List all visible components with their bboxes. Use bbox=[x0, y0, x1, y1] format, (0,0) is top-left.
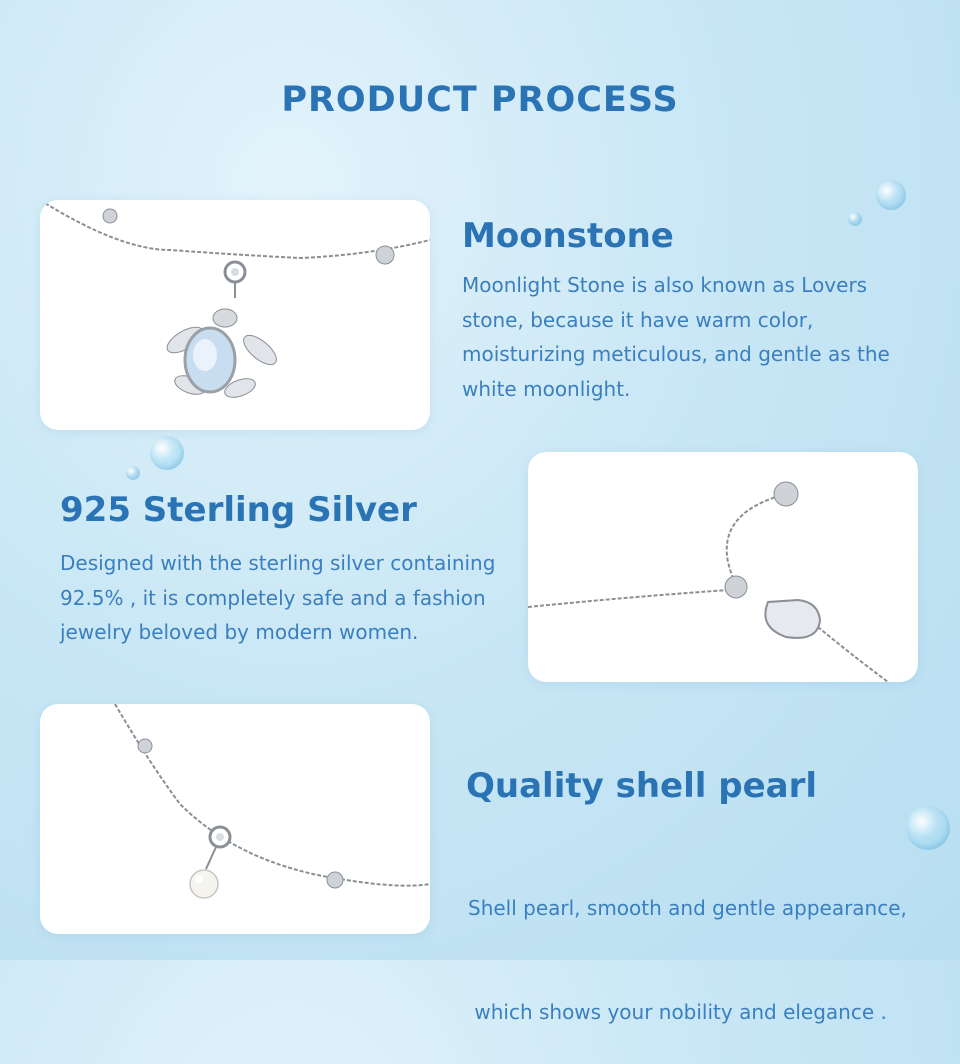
description-line: Designed with the sterling silver containing bbox=[60, 551, 496, 575]
shell-pearl-description bbox=[468, 822, 938, 1064]
bubble-decoration bbox=[150, 436, 184, 470]
description-line: which shows your nobility and elegance . bbox=[468, 999, 887, 1024]
pearl-pendant-illustration bbox=[40, 704, 430, 934]
clasp-chain-illustration bbox=[528, 452, 918, 682]
description-line: white moonlight. bbox=[462, 376, 631, 401]
bubble-decoration bbox=[126, 466, 140, 480]
description-line: moisturizing meticulous, and gentle as the bbox=[462, 342, 890, 366]
description-line: Moonlight Stone is also known as Lovers bbox=[462, 273, 868, 297]
moonstone-description bbox=[462, 268, 942, 406]
description-line: 92.5% , it is completely safe and a fashion bbox=[60, 585, 486, 610]
shell-pearl-heading: Quality shell pearl bbox=[466, 766, 818, 806]
sterling-silver-description bbox=[60, 546, 520, 650]
sterling-silver-heading: 925 Sterling Silver bbox=[60, 490, 417, 530]
description-line: stone, because it have warm color, bbox=[462, 307, 814, 332]
page-title: PRODUCT PROCESS bbox=[281, 80, 679, 120]
moonstone-heading: Moonstone bbox=[462, 216, 674, 256]
turtle-pendant-illustration bbox=[40, 200, 430, 430]
bubble-decoration bbox=[848, 212, 862, 226]
moonstone-product-image bbox=[40, 200, 430, 430]
shell-pearl-product-image bbox=[40, 704, 430, 934]
bubble-decoration bbox=[876, 180, 906, 210]
description-line: jewelry beloved by modern women. bbox=[60, 620, 419, 644]
sterling-silver-product-image bbox=[528, 452, 918, 682]
description-line: Shell pearl, smooth and gentle appearance, bbox=[468, 896, 907, 920]
